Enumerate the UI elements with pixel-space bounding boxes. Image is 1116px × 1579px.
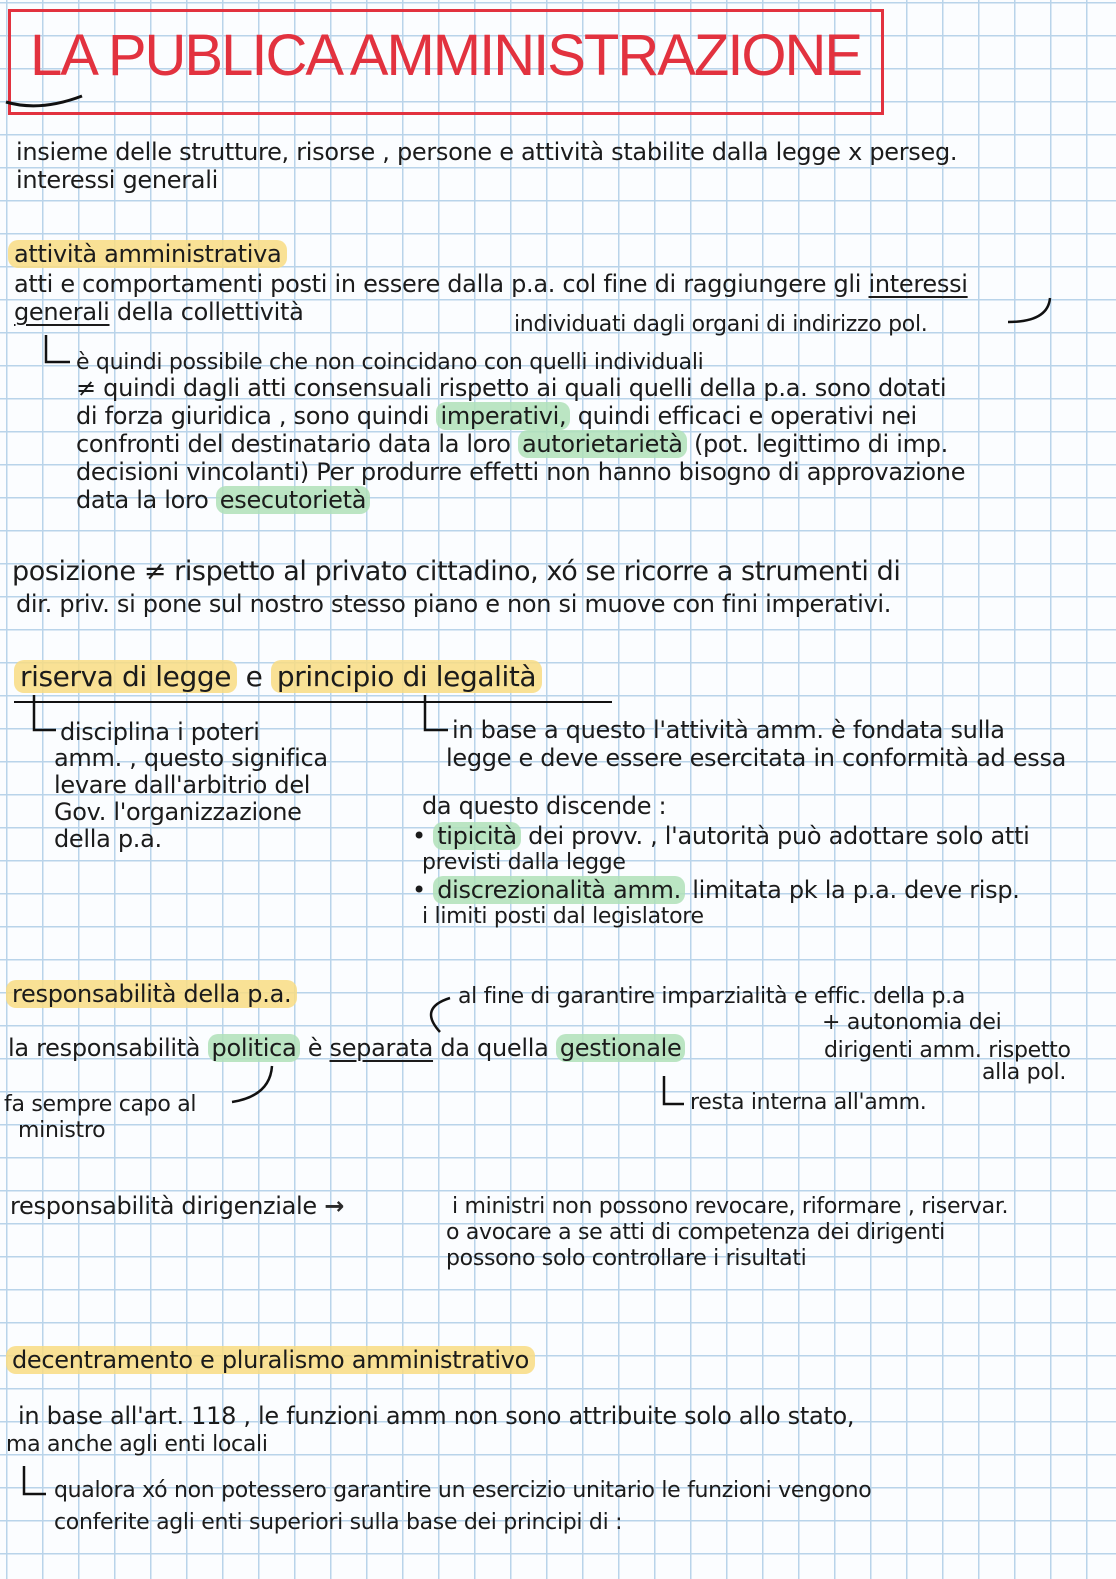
responsabilita-main-f: gestionale [556,1034,686,1062]
attivita-b6a: data la loro [76,486,216,514]
dirigenziale-line-1: i ministri non possono revocare, riformare , riservar. [452,1194,1009,1219]
attivita-line-1a: atti e comportamenti posti in essere dalla p.a. col fine di raggiungere gli [14,270,869,298]
riserva-left-1: disciplina i poteri [60,718,260,746]
riserva-right-3: da questo discende : [422,792,667,820]
arrow-right-icon: → [324,1192,345,1220]
riserva-bullet-2: • discrezionalità amm. limitata pk la p.a. deve risp. [412,876,1020,904]
riserva-left-4: Gov. l'organizzazione [54,798,302,826]
responsabilita-main-c: è [300,1034,330,1062]
riserva-bullet-1: • tipicità dei provv. , l'autorità può adottare solo atti [412,822,1030,850]
responsabilita-top-note: al fine di garantire imparzialità e effic. della p.a [458,984,966,1009]
responsabilita-right-note-2: alla pol. [982,1060,1067,1085]
attivita-b3a: di forza giuridica , sono quindi [76,402,437,430]
riserva-heading [14,660,542,693]
responsabilita-left-note-1: fa sempre capo al [4,1092,197,1117]
riserva-bullet-2b: limitata pk la p.a. deve risp. [684,876,1020,904]
riserva-bullet-2c: i limiti posti dal legislatore [422,904,704,929]
attivita-b6b: esecutorietà [216,486,370,514]
page-title: LA PUBLICA AMMINISTRAZIONE [30,23,862,88]
riserva-bullet-1c: previsti dalla legge [422,850,626,875]
riserva-left-5: della p.a. [54,825,162,853]
attivita-b2: ≠ quindi dagli atti consensuali rispetto ai quali quelli della p.a. sono dotati [76,374,947,402]
responsabilita-main-b: politica [208,1034,301,1062]
intro-line-1: insieme delle strutture, risorse , persone e attività stabilite dalla legge x perseg. [16,138,958,166]
attivita-heading-text: attività amministrativa [8,240,287,268]
responsabilita-left-note-2: ministro [18,1118,106,1143]
posizione-line-2: dir. priv. si pone sul nostro stesso piano e non si muove con fini imperativi. [16,590,892,618]
dirigenziale-line-2: o avocare a se atti di competenza dei dirigenti [446,1220,945,1245]
decentramento-heading [6,1346,535,1374]
riserva-heading-b: principio di legalità [271,660,542,693]
attivita-b4 [76,430,948,458]
riserva-left-3: levare dall'arbitrio del [54,771,311,799]
attivita-note: individuati dagli organi di indirizzo pol. [514,312,928,337]
responsabilita-main-a: la responsabilità [8,1034,208,1062]
riserva-heading-mid: e [237,660,271,693]
attivita-b4c: (pot. legittimo di imp. [686,430,948,458]
decentramento-line-2: ma anche agli enti locali [6,1432,268,1457]
responsabilita-right-note-1: dirigenti amm. rispetto [824,1038,1071,1063]
attivita-line-2a: generali [14,298,110,326]
responsabilita-main-d: separata [329,1034,434,1062]
responsabilita-top-note-2: + autonomia dei [822,1010,1002,1035]
riserva-heading-a: riserva di legge [14,660,237,693]
responsabilita-heading-text: responsabilità della p.a. [6,980,297,1008]
responsabilita-main-e: da quella [433,1034,556,1062]
responsabilita-gest-note: resta interna all'amm. [690,1090,927,1115]
riserva-left-2: amm. , questo significa [54,744,328,772]
attivita-line-1b: interessi [868,270,968,298]
attivita-b5: decisioni vincolanti) Per produrre effetti non hanno bisogno di approvazione [76,458,966,486]
dirigenziale-line-3: possono solo controllare i risultati [446,1246,807,1271]
posizione-line-1: posizione ≠ rispetto al privato cittadino, xó se ricorre a strumenti di [12,556,901,587]
attivita-line-1 [14,270,968,298]
attivita-line-2 [14,298,304,326]
attivita-b4b: autorietarietà [518,430,687,458]
responsabilita-main [8,1034,685,1062]
riserva-bullet-1b: dei provv. , l'autorità può adottare solo atti [520,822,1030,850]
intro-line-2: interessi generali [16,166,218,194]
riserva-bullet-1a: tipicità [433,822,521,850]
attivita-b3 [76,402,917,430]
attivita-b1: è quindi possibile che non coincidano con quelli individuali [76,350,704,375]
attivita-line-2b: della collettività [109,298,304,326]
decentramento-line-1: in base all'art. 118 , le funzioni amm non sono attribuite solo allo stato, [18,1402,855,1430]
riserva-bullet-2a: discrezionalità amm. [433,876,685,904]
dirigenziale-label-text: responsabilità dirigenziale [10,1192,317,1220]
decentramento-line-4: conferite agli enti superiori sulla base dei principi di : [54,1510,623,1535]
attivita-b3b: imperativi, [436,402,570,430]
attivita-b3c: quindi efficaci e operativi nei [570,402,917,430]
decentramento-line-3: qualora xó non potessero garantire un esercizio unitario le funzioni vengono [54,1478,872,1503]
riserva-right-2: legge e deve essere esercitata in conformità ad essa [446,744,1067,772]
dirigenziale-label [10,1192,344,1220]
attivita-heading [8,240,287,268]
riserva-right-1: in base a questo l'attività amm. è fondata sulla [452,716,1005,744]
attivita-b6 [76,486,370,514]
attivita-b4a: confronti del destinatario data la loro [76,430,518,458]
decentramento-heading-text: decentramento e pluralismo amministrativo [6,1346,535,1374]
responsabilita-heading [6,980,297,1008]
